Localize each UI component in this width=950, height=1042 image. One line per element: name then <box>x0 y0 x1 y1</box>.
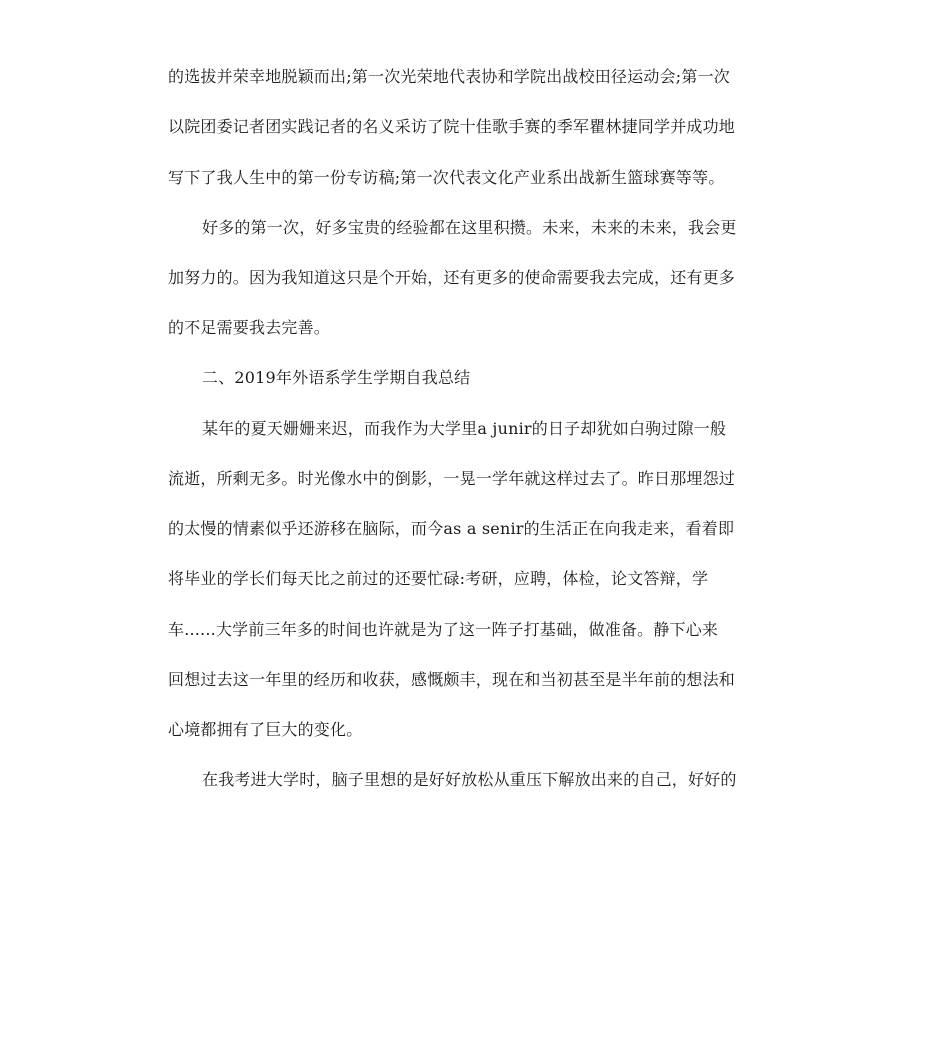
section-heading: 二、2019年外语系学生学期自我总结 <box>202 368 471 387</box>
paragraph-first-line: 某年的夏天姗姗来迟，而我作为大学里a junir的日子却犹如白驹过隙一般 <box>202 419 727 438</box>
text-line: 的太慢的情素似乎还游移在脑际，而今as a senir的生活正在向我走来，看着即 <box>168 519 735 538</box>
text-line: 的选拔并荣幸地脱颖而出;第一次光荣地代表协和学院出战校田径运动会;第一次 <box>168 67 730 86</box>
paragraph-first-line: 好多的第一次，好多宝贵的经验都在这里积攒。未来，未来的未来，我会更 <box>202 218 737 237</box>
paragraph-first-line: 在我考进大学时，脑子里想的是好好放松从重压下解放出来的自己，好好的 <box>202 770 737 789</box>
text-line: 回想过去这一年里的经历和收获，感慨颇丰，现在和当初甚至是半年前的想法和 <box>168 670 736 689</box>
text-line: 心境都拥有了巨大的变化。 <box>168 720 363 739</box>
text-line: 车......大学前三年多的时间也许就是为了这一阵子打基础，做准备。静下心来 <box>168 620 719 639</box>
text-line: 的不足需要我去完善。 <box>168 318 331 337</box>
text-line: 将毕业的学长们每天比之前过的还要忙碌:考研，应聘，体检，论文答辩，学 <box>168 569 709 588</box>
text-line: 以院团委记者团实践记者的名义采访了院十佳歌手赛的季军瞿林捷同学并成功地 <box>168 117 736 136</box>
text-line: 流逝，所剩无多。时光像水中的倒影，一晃一学年就这样过去了。昨日那埋怨过 <box>168 469 736 488</box>
text-line: 写下了我人生中的第一份专访稿;第一次代表文化产业系出战新生篮球赛等等。 <box>168 168 725 187</box>
text-line: 加努力的。因为我知道这只是个开始，还有更多的使命需要我去完成，还有更多 <box>168 268 736 287</box>
